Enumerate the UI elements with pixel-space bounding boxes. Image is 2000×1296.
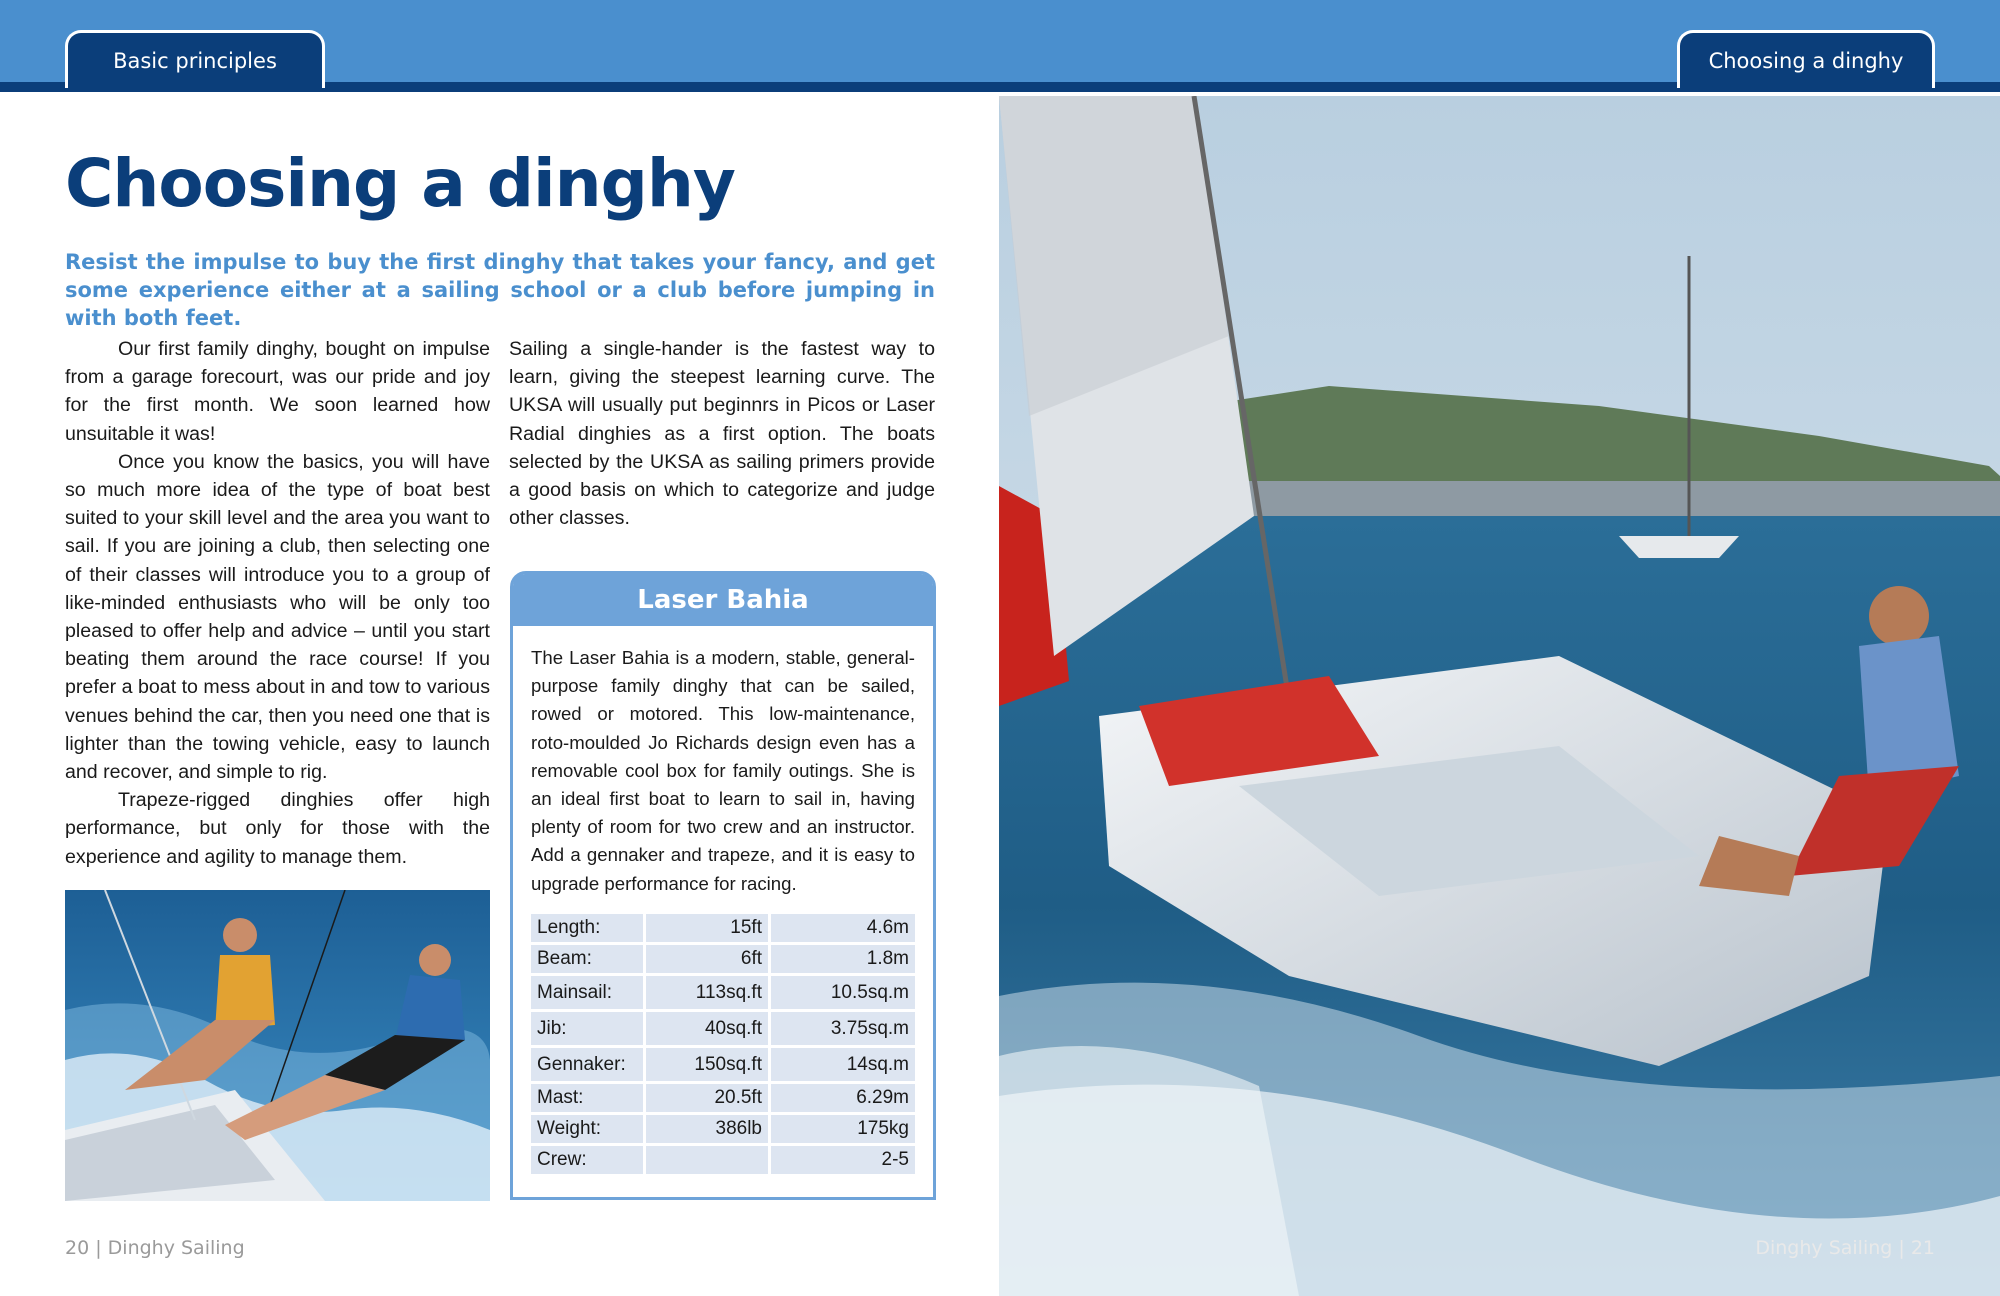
body-paragraph: Once you know the basics, you will have so much more idea of the type of boat best suited to your skill level and the area you want to sail. If you are joining a club, then selecting one of their classes will introduce you to a group of like-minded enthusiasts who will be only too pleased to offer help and advice – until you start beating them around the race course! If you prefer a boat to mess about in and tow to various venues behind the car, then you need one that is lighter than the towing vehicle, easy to launch and recover, and simple to rig. [65, 450, 490, 784]
spec-imperial: 150sq.ft [646, 1048, 768, 1081]
table-row [531, 1146, 915, 1174]
table-row [531, 914, 915, 942]
spec-imperial: 113sq.ft [646, 976, 768, 1009]
body-column-1 [65, 335, 490, 871]
spec-label: Jib: [531, 1012, 643, 1045]
spec-metric: 6.29m [771, 1084, 915, 1112]
spec-label: Length: [531, 914, 643, 942]
body-column-2 [509, 335, 935, 532]
table-row [531, 945, 915, 973]
spec-imperial: 20.5ft [646, 1084, 768, 1112]
spec-metric: 1.8m [771, 945, 915, 973]
page-folio-right: Dinghy Sailing | 21 [1755, 1237, 1935, 1259]
table-row [531, 1115, 915, 1143]
body-paragraph: Our first family dinghy, bought on impulse from a garage forecourt, was our pride and joy for the first month. We soon learned how unsuitable it was! [65, 338, 490, 445]
spec-label: Mainsail: [531, 976, 643, 1009]
table-row [531, 1012, 915, 1045]
table-row [531, 1084, 915, 1112]
spec-imperial: 15ft [646, 914, 768, 942]
intro-standfirst: Resist the impulse to buy the first dinghy that takes your fancy, and get some experience either at a sailing school or a club before jumping in with both feet. [65, 250, 935, 330]
spec-label: Beam: [531, 945, 643, 973]
spec-metric: 2-5 [771, 1146, 915, 1174]
spec-label: Mast: [531, 1084, 643, 1112]
spec-label: Gennaker: [531, 1048, 643, 1081]
spec-metric: 14sq.m [771, 1048, 915, 1081]
page-folio-left: 20 | Dinghy Sailing [65, 1237, 245, 1259]
body-paragraph: Sailing a single-hander is the fastest way to learn, giving the steepest learning curve. The UKSA will usually put beginnrs in Picos or Laser Radial dinghies as a first option. The boats selected by the UKSA as sailing primers provide a good basis on which to categorize and judge other classes. [509, 338, 935, 530]
section-tab-right: Choosing a dinghy [1677, 30, 1935, 88]
spec-box [510, 571, 936, 1200]
table-row [531, 1048, 915, 1081]
body-paragraph: Trapeze-rigged dinghies offer high performance, but only for those with the experience and agility to manage them. [65, 789, 490, 868]
section-tab-left: Basic principles [65, 30, 325, 88]
table-row [531, 976, 915, 1009]
spec-box-description: The Laser Bahia is a modern, stable, general-purpose family dinghy that can be sailed, rowed or motored. This low-maintenance, roto-moulded Jo Richards design even has a removable cool box for family outings. She is an ideal first boat to learn to sail in, having plenty of room for two crew and an instructor. Add a gennaker and trapeze, and it is easy to upgrade performance for racing. [531, 647, 915, 894]
spec-table [528, 911, 918, 1177]
spec-imperial [646, 1146, 768, 1174]
spec-metric: 10.5sq.m [771, 976, 915, 1009]
spec-label: Crew: [531, 1146, 643, 1174]
spec-metric: 4.6m [771, 914, 915, 942]
page-title: Choosing a dinghy [65, 145, 735, 222]
spec-imperial: 386lb [646, 1115, 768, 1143]
spec-metric: 3.75sq.m [771, 1012, 915, 1045]
spec-metric: 175kg [771, 1115, 915, 1143]
spec-imperial: 6ft [646, 945, 768, 973]
spec-label: Weight: [531, 1115, 643, 1143]
laser-bahia-sailing-photo [999, 96, 2000, 1296]
trapeze-sailors-photo [65, 890, 490, 1201]
spec-imperial: 40sq.ft [646, 1012, 768, 1045]
spec-box-title: Laser Bahia [513, 574, 933, 626]
